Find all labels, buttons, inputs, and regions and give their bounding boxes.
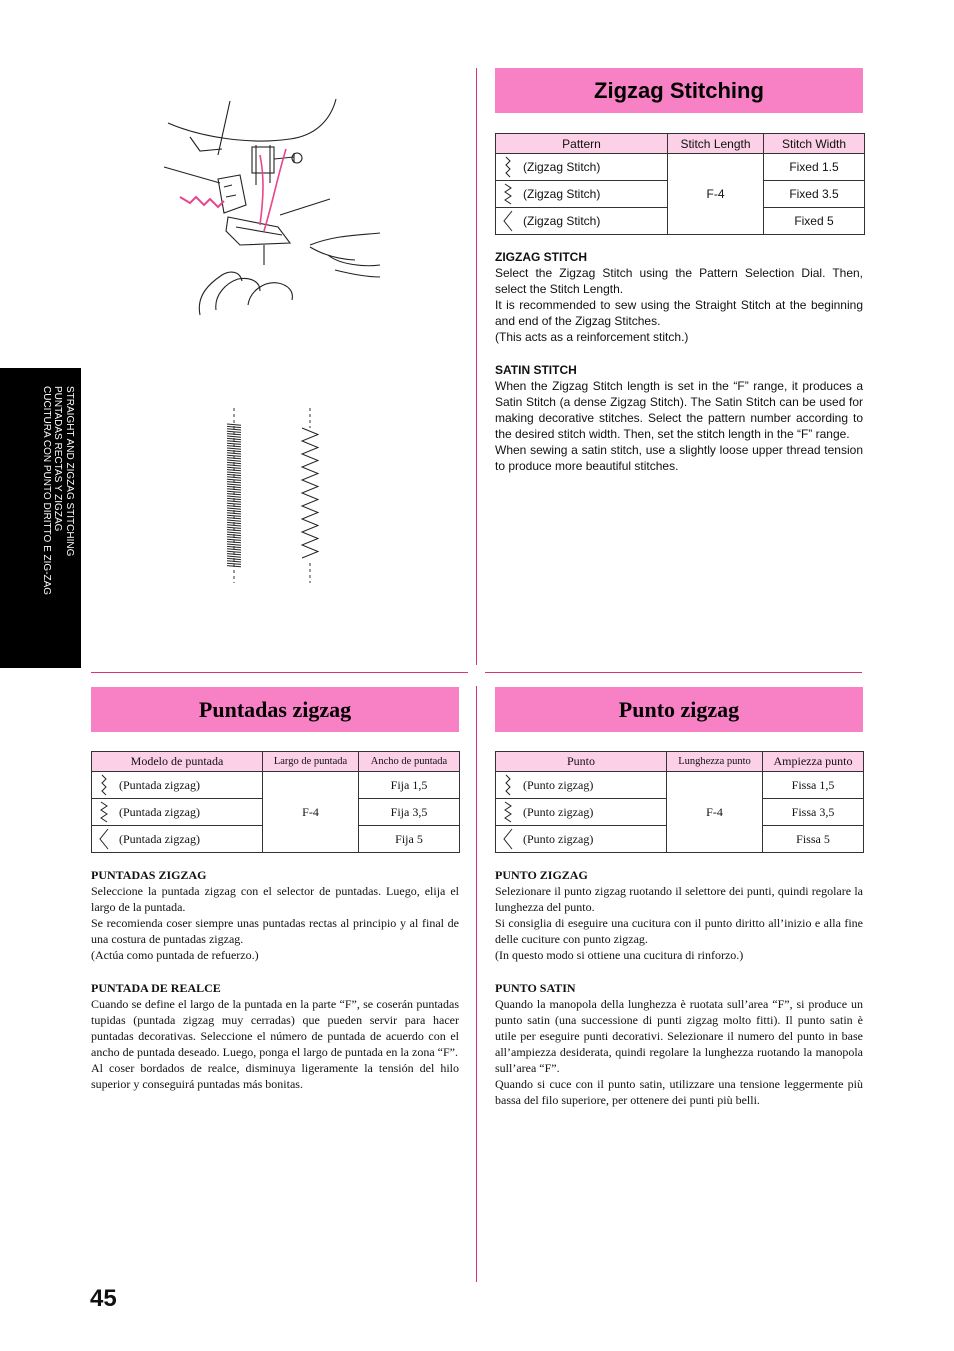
satin-stitch-sample-illustration — [222, 408, 248, 583]
presser-foot-illustration — [160, 95, 390, 320]
zigzag-small-icon — [99, 774, 109, 796]
paragraph: Si consiglia di eseguire una cucitura con il punto diritto all’inizio e alla fine delle cuciture con punto zigzag. — [495, 916, 863, 947]
punto-satin-heading: PUNTO SATIN — [495, 980, 576, 995]
pattern-label: (Zigzag Stitch) — [523, 187, 601, 201]
pattern-label: (Zigzag Stitch) — [523, 160, 601, 174]
table-header-row — [496, 134, 865, 154]
stitch-width-value: Fissa 1,5 — [763, 772, 864, 799]
side-tab-line-en: STRAIGHT AND ZIGZAG STITCHING — [64, 386, 75, 557]
english-instructions — [495, 249, 863, 474]
page-number: 45 — [90, 1285, 117, 1312]
header-stitch-length: Stitch Length — [668, 134, 764, 154]
zigzag-small-icon — [503, 156, 513, 178]
zigzag-medium-icon — [503, 801, 513, 823]
paragraph: It is recommended to sew using the Straight Stitch at the beginning and end of the Zigzag Stitches. — [495, 298, 863, 329]
spanish-section-title: Puntadas zigzag — [91, 687, 459, 732]
stitch-length-value: F-4 — [668, 154, 764, 235]
table-row — [496, 772, 864, 799]
header-stitch-width: Ampiezza punto — [763, 752, 864, 772]
paragraph: Seleccione la puntada zigzag con el selector de puntadas. Luego, elija el largo de la puntada. — [91, 884, 459, 915]
header-stitch-width: Stitch Width — [764, 134, 865, 154]
stitch-width-value: Fija 5 — [359, 826, 460, 853]
pattern-label: (Punto zigzag) — [523, 777, 594, 792]
paragraph: When the Zigzag Stitch length is set in the “F” range, it produces a Satin Stitch (a dense Zigzag Stitch). The Satin Stitch can be used for making decorative stitches. Select the pattern number according to the desired stitch width. Then, set the stitch length in the “F” range. — [495, 378, 863, 441]
paragraph: Quando la manopola della lunghezza è ruotata sull’area “F”, si produce un punto satin (una successione di punti zigzag molto fitti). Il punto satin è utile per eseguire punti decorativi. Selezionare il numero del punto in base all’ampiezza desiderata, quindi regolare la lunghezza ruotando la manopola sull’area “F”. — [495, 996, 863, 1076]
pattern-label: (Puntada zigzag) — [119, 831, 200, 846]
stitch-width-value: Fixed 3.5 — [764, 181, 865, 208]
table-header-row — [496, 752, 864, 772]
center-divider-top — [476, 68, 477, 665]
italian-instructions — [495, 867, 863, 1108]
header-stitch-width: Ancho de puntada — [359, 752, 460, 772]
english-section-title: Zigzag Stitching — [495, 68, 863, 113]
paragraph: Selezionare il punto zigzag ruotando il selettore dei punti, quindi regolare la lunghezza del punto. — [495, 884, 863, 915]
table-header-row — [92, 752, 460, 772]
stitch-length-value: F-4 — [667, 772, 763, 853]
pattern-label: (Puntada zigzag) — [119, 777, 200, 792]
stitch-width-value: Fija 3,5 — [359, 799, 460, 826]
left-section-rule — [91, 672, 468, 673]
table-row — [496, 154, 865, 181]
pattern-label: (Zigzag Stitch) — [523, 214, 601, 228]
puntada-de-realce-heading: PUNTADA DE REALCE — [91, 980, 221, 995]
paragraph: Cuando se define el largo de la puntada en la parte “F”, se coserán puntadas tupidas (puntada zigzag muy cerradas) que pueden servir para hacer puntadas decorativas. Seleccione el número de puntada de acuerdo con el ancho de puntada deseado. Luego, ponga el largo de puntada en la zona “F”. — [91, 996, 459, 1059]
puntadas-zigzag-heading: PUNTADAS ZIGZAG — [91, 868, 207, 882]
side-tab-line-it: CUCITURA CON PUNTO DIRITTO E ZIG-ZAG — [41, 386, 52, 596]
header-stitch-length: Lunghezza punto — [667, 752, 763, 772]
zigzag-small-icon — [503, 774, 513, 796]
side-tab-line-es: PUNTADAS RECTAS Y ZIGZAG — [52, 386, 64, 532]
pattern-label: (Punto zigzag) — [523, 804, 594, 819]
stitch-length-value: F-4 — [263, 772, 359, 853]
table-row — [92, 772, 460, 799]
header-stitch-length: Largo de puntada — [263, 752, 359, 772]
pattern-label: (Puntada zigzag) — [119, 804, 200, 819]
zigzag-wide-icon — [99, 828, 109, 850]
center-divider-bottom — [476, 686, 477, 1282]
paragraph: Quando si cuce con il punto satin, utilizzare una tensione leggermente più bassa del filo superiore, per ottenere dei punti più belli. — [495, 1077, 863, 1108]
satin-stitch-heading: SATIN STITCH — [495, 362, 577, 377]
italian-stitch-table — [495, 751, 864, 853]
punto-zigzag-heading: PUNTO ZIGZAG — [495, 868, 588, 882]
paragraph: Select the Zigzag Stitch using the Pattern Selection Dial. Then, select the Stitch Length. — [495, 266, 863, 297]
header-pattern: Punto — [496, 752, 667, 772]
zigzag-wide-icon — [503, 828, 513, 850]
paragraph: When sewing a satin stitch, use a slightly loose upper thread tension to produce more beautiful stitches. — [495, 443, 863, 474]
italian-section-title: Punto zigzag — [495, 687, 863, 732]
paragraph: (Actúa como puntada de refuerzo.) — [91, 948, 259, 963]
stitch-width-value: Fixed 5 — [764, 208, 865, 235]
header-pattern: Modelo de puntada — [92, 752, 263, 772]
zigzag-wide-icon — [503, 210, 513, 232]
paragraph: (In questo modo si ottiene una cucitura di rinforzo.) — [495, 948, 744, 963]
spanish-stitch-table — [91, 751, 460, 853]
paragraph: (This acts as a reinforcement stitch.) — [495, 330, 689, 345]
header-pattern: Pattern — [496, 134, 668, 154]
right-section-rule — [485, 672, 862, 673]
zigzag-medium-icon — [503, 183, 513, 205]
stitch-width-value: Fissa 5 — [763, 826, 864, 853]
stitch-width-value: Fixed 1.5 — [764, 154, 865, 181]
spanish-instructions — [91, 867, 459, 1092]
zigzag-stitch-sample-illustration — [298, 408, 324, 583]
pattern-label: (Punto zigzag) — [523, 831, 594, 846]
side-chapter-tab-text — [41, 386, 76, 595]
english-stitch-table — [495, 133, 865, 235]
stitch-width-value: Fija 1,5 — [359, 772, 460, 799]
stitch-width-value: Fissa 3,5 — [763, 799, 864, 826]
zigzag-medium-icon — [99, 801, 109, 823]
paragraph: Se recomienda coser siempre unas puntadas rectas al principio y al final de una costura de puntadas zigzag. — [91, 916, 459, 947]
paragraph: Al coser bordados de realce, disminuya ligeramente la tensión del hilo superior y conseguirá puntadas más bonitas. — [91, 1061, 459, 1092]
zigzag-stitch-heading: ZIGZAG STITCH — [495, 250, 587, 264]
